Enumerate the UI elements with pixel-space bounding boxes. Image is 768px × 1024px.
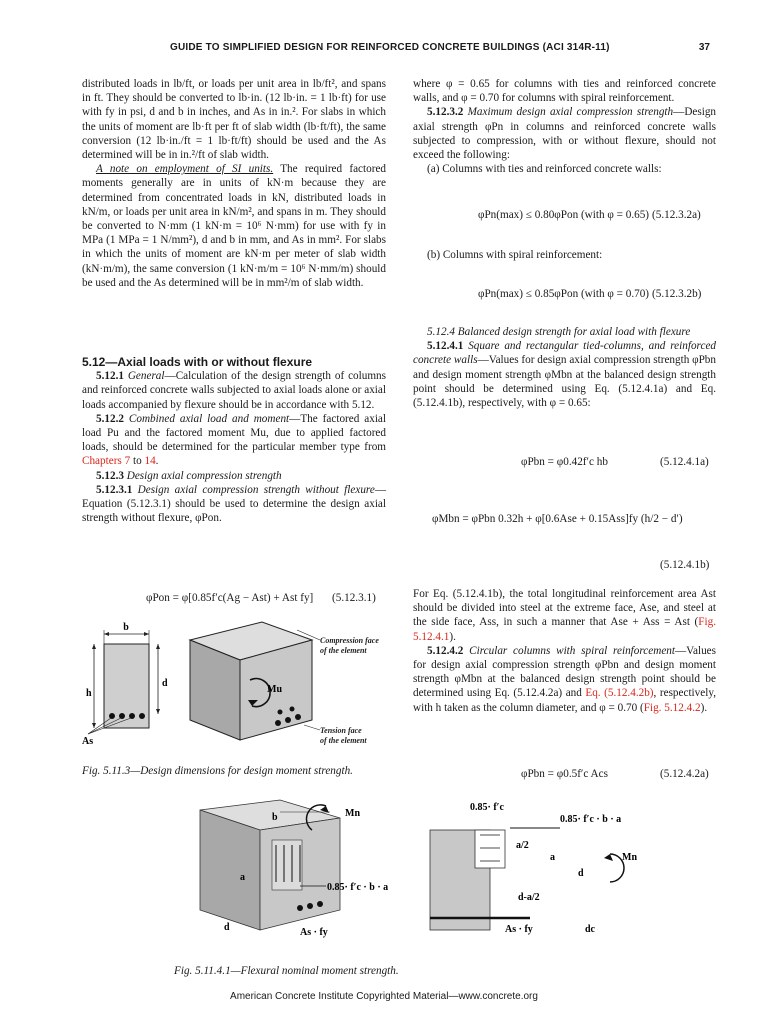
- label-d: d: [162, 678, 168, 689]
- moment-arrowhead-icon: [604, 854, 613, 861]
- rebar: [275, 720, 281, 726]
- clause-5-12-4-1-title: Square and rectangular tied-columns, and reinforced concrete walls: [413, 340, 717, 367]
- running-header: [0, 42, 768, 56]
- label-mu: Mu: [267, 684, 282, 695]
- section-heading-5-12: 5.12—Axial loads with or without flexure: [82, 355, 313, 369]
- figure-5-11-3: [82, 620, 382, 750]
- rebar: [119, 713, 125, 719]
- figure-5-11-4-1: [180, 790, 700, 960]
- arrow-icon: [156, 644, 160, 649]
- label-mn: Mn: [622, 852, 637, 863]
- right-column-top: [413, 77, 716, 176]
- equation-number-5-12-4-2a: (5.12.4.2a): [660, 768, 709, 780]
- equation-5-12-3-2b: φPn(max) ≤ 0.85φPon (with φ = 0.70): [478, 288, 650, 300]
- label-a: a: [550, 852, 555, 863]
- block-3d-diagram: [190, 622, 379, 745]
- rebar: [290, 707, 295, 712]
- label-b: b: [123, 622, 129, 633]
- paragraph-units-inch: distributed loads in lb/ft, or loads per unit area in lb/ft², and spans in ft. They should be converted to lb·in. (12 lb·in. = 1 lb·ft) for use with fy in psi, d and b in inches, and As in in.². For slabs in which the units of moment are lb·ft per ft of slab width (lb·ft/ft), the same conversion (12 lb·in./ft = 1 lb·ft/ft) should be used and the As determined will be in in.²/ft of slab width.: [82, 78, 386, 162]
- label-tension-face: Tension face: [320, 726, 362, 735]
- page-number: 37: [698, 42, 710, 53]
- cross-section-diagram: [82, 622, 168, 747]
- rebar: [307, 903, 313, 909]
- clause-5-12-3-number: 5.12.3: [96, 469, 124, 482]
- label-dc: dc: [585, 924, 595, 935]
- stress-block: [475, 830, 505, 868]
- flexure-block-diagram: [200, 800, 388, 938]
- paragraph-5-12-4-1: [413, 339, 716, 410]
- equation-5-12-3-1: φPon = φ[0.85f′c(Ag − Ast) + Ast fy]: [146, 592, 314, 604]
- text-close-paren: ).: [700, 701, 708, 714]
- clause-5-12-3-title: Design axial compression strength: [126, 469, 282, 482]
- figure-caption-5-11-3: Fig. 5.11.3—Design dimensions for design moment strength.: [82, 765, 353, 777]
- label-compression-force: 0.85· f′c · b · a: [327, 882, 389, 893]
- label-steel-force: As · fy: [505, 924, 533, 935]
- figure-caption-5-11-4-1: Fig. 5.11.4.1—Flexural nominal moment strength.: [174, 965, 399, 977]
- clause-5-12-4-2-title: Circular columns with spiral reinforcement: [469, 644, 675, 657]
- paragraph-si-units: [82, 162, 386, 290]
- paragraph-eq-1b-note: [413, 587, 716, 644]
- equation-number-5-12-4-1b: (5.12.4.1b): [660, 559, 710, 571]
- footer-copyright: American Concrete Institute Copyrighted Material—www.concrete.org: [230, 991, 538, 1002]
- arrow-icon: [92, 644, 96, 649]
- arrow-icon: [104, 632, 109, 636]
- label-as: As: [82, 736, 94, 747]
- equation-number-5-12-3-2b: (5.12.3.2b): [652, 288, 702, 300]
- text-to: to: [130, 455, 145, 468]
- header-title: GUIDE TO SIMPLIFIED DESIGN FOR REINFORCED CONCRETE BUILDINGS (ACI 314R-11): [170, 42, 610, 53]
- case-b-block: [413, 248, 716, 262]
- text-close-paren: ).: [449, 630, 456, 643]
- right-column-bottom: [413, 587, 716, 715]
- case-b-text: (b) Columns with spiral reinforcement:: [427, 249, 603, 261]
- equation-5-12-3-2a: φPn(max) ≤ 0.80φPon (with φ = 0.65): [478, 209, 650, 221]
- clause-5-12-4-1-number: 5.12.4.1: [427, 340, 464, 353]
- clause-5-12-2-number: 5.12.2: [96, 412, 124, 425]
- link-fig-5-12-4-2[interactable]: Fig. 5.12.4.2: [643, 701, 701, 714]
- label-h: h: [86, 688, 92, 699]
- label-steel-force: As · fy: [300, 927, 328, 938]
- clause-5-12-1-title: General: [127, 370, 165, 383]
- clause-5-12-3-1-number: 5.12.3.1: [96, 483, 133, 496]
- clause-5-12-2-body: —The factored axial load Pu and the factored moment Mu, due to applied factored loads, should be determined for the particular member type from: [82, 412, 387, 454]
- equation-5-12-4-1b: φMbn = φPbn 0.32h + φ[0.6Ase + 0.15Ass]fy (h/2 − d′): [432, 513, 683, 525]
- link-fig-5-12-4-1[interactable]: Fig. 5.12.4.1: [413, 616, 716, 643]
- clause-5-12-2-title: Combined axial load and moment: [128, 412, 290, 425]
- clause-5-12-3-2-title: Maximum design axial compression strength: [467, 106, 674, 119]
- block-side-face: [200, 810, 260, 930]
- clause-5-12-4-1-body: —Values for design axial compression strength φPbn and design moment strength φMbn at the balanced design strength point should be determined using Eq. (5.12.4.1a) and Eq. (5.12.4.1b), respectively, with φ = 0.65:: [413, 354, 716, 410]
- right-column-section-5-12-4: [413, 325, 716, 410]
- clause-5-12-3-1-body: —Equation (5.12.3.1) should be used to determine the design axial strength without flexure, φPon.: [82, 483, 386, 525]
- clause-5-12-4-2-body-b: , respectively, with h taken as the column diameter, and φ = 0.70 (: [413, 687, 716, 714]
- paragraph-5-12-1: [82, 369, 386, 412]
- link-chapter-14[interactable]: 14: [144, 455, 156, 468]
- section-heading-5-12-4: 5.12.4 Balanced design strength for axial load with flexure: [427, 326, 691, 338]
- rebar: [109, 713, 115, 719]
- equation-5-12-4-1a: φPbn = φ0.42f′c hb: [521, 456, 608, 468]
- label-mn: Mn: [345, 808, 360, 819]
- link-chapters-7[interactable]: Chapters 7: [82, 455, 131, 468]
- clause-5-12-1-body: —Calculation of the design strength of columns and reinforced concrete walls subjected to axial loads alone or axial loads accompanied by flexure should be in accordance with 5.12.: [82, 370, 386, 411]
- paragraph-5-12-3: [82, 469, 386, 483]
- clause-5-12-1-number: 5.12.1: [96, 370, 124, 383]
- arrow-icon: [92, 723, 96, 728]
- stress-elevation-diagram: [430, 802, 637, 935]
- rebar: [295, 714, 301, 720]
- rebar: [297, 905, 303, 911]
- paragraph-5-12-2: [82, 412, 386, 469]
- label-a-half: a/2: [516, 840, 529, 851]
- clause-5-12-4-2-number: 5.12.4.2: [427, 644, 464, 657]
- paragraph-5-12-3-2: [413, 105, 716, 162]
- label-tension-face-2: of the element: [320, 736, 367, 745]
- label-compression-face-2: of the element: [320, 646, 367, 655]
- si-note-title: A note on employment of SI units.: [96, 163, 274, 176]
- label-compression-force: 0.85· f′c · b · a: [560, 814, 622, 825]
- text-period: .: [155, 455, 159, 468]
- clause-5-12-4-2-body: —Values for design axial compression strength φPbn and design moment strength φMbn at the balanced design strength point should be determined using Eq. (5.12.4.2a) and: [413, 644, 716, 700]
- label-a: a: [240, 872, 245, 883]
- paragraph-phi-values: where φ = 0.65 for columns with ties and reinforced concrete walls, and φ = 0.70 for columns with spiral reinforcement.: [413, 78, 716, 105]
- rebar: [285, 717, 291, 723]
- equation-5-12-4-2a: φPbn = φ0.5f′c Acs: [521, 768, 608, 780]
- paragraph-5-12-3-1: [82, 483, 386, 526]
- arrow-icon: [156, 709, 160, 714]
- rebar: [317, 901, 323, 907]
- rebar: [278, 710, 283, 715]
- equation-number-5-12-3-1: (5.12.3.1): [332, 592, 376, 604]
- link-eq-5-12-4-2b[interactable]: Eq. (5.12.4.2b): [585, 687, 654, 700]
- left-column-text: [82, 77, 386, 290]
- leader-line: [304, 725, 320, 730]
- clause-5-12-3-2-body: —Design axial strength φPn in columns and reinforced concrete walls subjected to compression, with or without flexure, should not exceed the following:: [413, 106, 717, 162]
- case-a-text: (a) Columns with ties and reinforced concrete walls:: [427, 163, 662, 176]
- label-stress-top: 0.85· f′c: [470, 802, 504, 813]
- rebar: [139, 713, 145, 719]
- label-b: b: [272, 812, 278, 823]
- clause-5-12-3-2-number: 5.12.3.2: [427, 106, 464, 119]
- label-d: d: [578, 868, 584, 879]
- equation-number-5-12-4-1a: (5.12.4.1a): [660, 456, 709, 468]
- label-d: d: [224, 922, 230, 933]
- paragraph-5-12-4-2: [413, 644, 716, 715]
- arrow-icon: [144, 632, 149, 636]
- equation-number-5-12-3-2a: (5.12.3.2a): [652, 209, 701, 221]
- left-column-section: [82, 355, 386, 525]
- label-d-minus-a-half: d-a/2: [518, 892, 540, 903]
- clause-5-12-3-1-title: Design axial compression strength without flexure: [137, 483, 375, 496]
- eq-1b-note-text: For Eq. (5.12.4.1b), the total longitudinal reinforcement area Ast should be divided into steel at the extreme face, Ase, and steel at the side face, Ass, in such a manner that Ase + Ass = Ast (: [413, 588, 716, 629]
- si-note-body: The required factored moments generally are in units of kN·m because they are determined from concentrated loads in kN, distributed loads in kN/m, or loads per unit area in kN/m², and spans in m. They should be converted to N·mm (1 kN·m = 10⁶ N·mm) for use with fy in MPa (1 MPa = 1 N/mm²), d and b in mm, and As in mm². For slabs in which the units of moment are kN·m per meter of slab width (kN·m/m), the same conversion (1 kN·m/m = 10⁶ N·mm/m) should be used and the As determined will be in mm²/m of slab width.: [82, 163, 387, 289]
- label-compression-face: Compression face: [320, 636, 379, 645]
